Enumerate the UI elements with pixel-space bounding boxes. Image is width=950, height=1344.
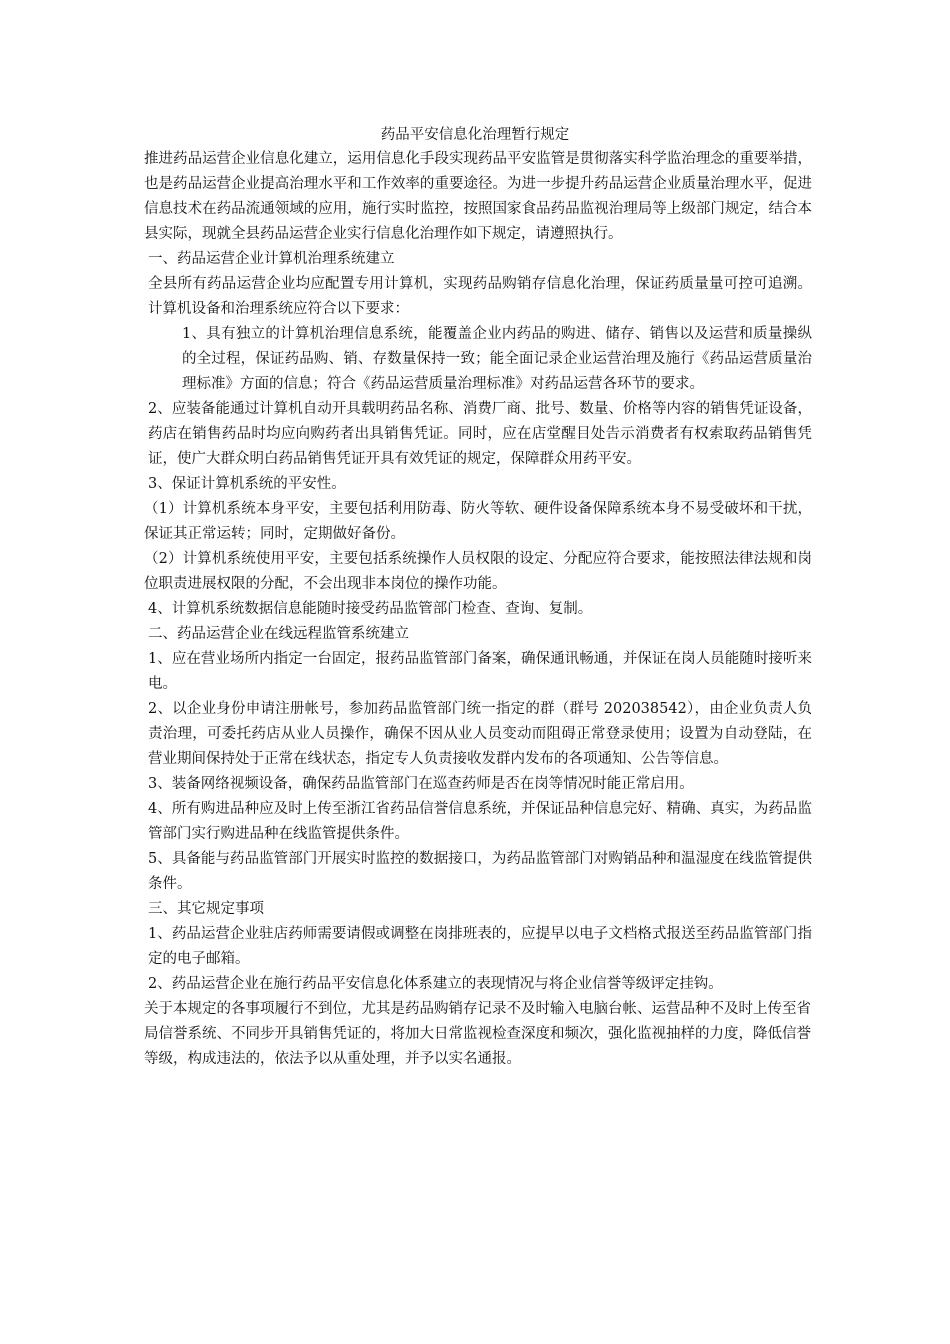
document-title: 药品平安信息化治理暂行规定 — [380, 127, 570, 143]
section-heading-2: 二、药品运营企业在线远程监管系统建立 — [148, 626, 409, 642]
item-1-1: 1、具有独立的计算机治理信息系统，能覆盖企业内药品的购进、储存、销售以及运营和质量操纵的全过程，保证药品购、销、存数量保持一致；能全面记录企业运营治理及施行《药品运营质量治理标准》方面的信息；符合《药品运营质量治理标准》对药品运营各环节的要求。 — [182, 326, 812, 392]
item-2-2: 2、以企业身份申请注册帐号，参加药品监管部门统一指定的群（群号 202038542），由企业负责人负责治理，可委托药店从业人员操作，确保不因从业人员变动而阻碍正常登录使用；设置为自动登陆，在营业期间保持处于正常在线状态，指定专人负责接收发群内发布的各项通知、公告等信息。 — [148, 701, 812, 767]
item-3-1: 1、药品运营企业驻店药师需要请假或调整在岗排班表的，应提早以电子文档格式报送至药品监管部门指定的电子邮箱。 — [148, 926, 812, 967]
document-body — [144, 147, 812, 1072]
item-1-2: 2、应装备能通过计算机自动开具载明药品名称、消费厂商、批号、数量、价格等内容的销售凭证设备，药店在销售药品时均应向购药者出具销售凭证。同时，应在店堂醒目处告示消费者有权索取药品销售凭证，使广大群众明白药品销售凭证开具有效凭证的规定，保障群众用药平安。 — [148, 401, 812, 467]
paragraph-computer-requirements: 全县所有药品运营企业均应配置专用计算机，实现药品购销存信息化治理，保证药质量量可控可追溯。计算机设备和治理系统应符合以下要求： — [148, 276, 812, 317]
item-3-2: 2、药品运营企业在施行药品平安信息化体系建立的表现情况与将企业信誉等级评定挂钩。 — [148, 976, 723, 992]
intro-paragraph: 推进药品运营企业信息化建立，运用信息化手段实现药品平安监管是贯彻落实科学监治理念的重要举措，也是药品运营企业提高治理水平和工作效率的重要途径。为进一步提升药品运营企业质量治理水平，促进信息技术在药品流通领域的应用，施行实时监控，按照国家食品药品监视治理局等上级部门规定，结合本县实际，现就全县药品运营企业实行信息化治理作如下规定，请遵照执行。 — [144, 151, 812, 242]
item-1-4: 4、计算机系统数据信息能随时接受药品监管部门检查、查询、复制。 — [148, 601, 593, 617]
item-1-3: 3、保证计算机系统的平安性。 — [148, 476, 346, 492]
closing-paragraph: 关于本规定的各事项履行不到位，尤其是药品购销存记录不及时输入电脑台帐、运营品种不及时上传至省局信誉系统、不同步开具销售凭证的，将加大日常监视检查深度和频次，强化监视抽样的力度，降低信誉等级，构成违法的，依法予以从重处理，并予以实名通报。 — [144, 1001, 811, 1067]
section-heading-3: 三、其它规定事项 — [148, 901, 264, 917]
item-2-4: 4、所有购进品种应及时上传至浙江省药品信誉信息系统，并保证品种信息完好、精确、真实，为药品监管部门实行购进品种在线监管提供条件。 — [148, 801, 812, 842]
item-2-5: 5、具备能与药品监管部门开展实时监控的数据接口，为药品监管部门对购销品种和温湿度在线监管提供条件。 — [148, 851, 812, 892]
section-heading-1: 一、药品运营企业计算机治理系统建立 — [148, 251, 395, 267]
item-1-3-2: （2）计算机系统使用平安，主要包括系统操作人员权限的设定、分配应符合要求，能按照法律法规和岗位职责进展权限的分配，不会出现非本岗位的操作功能。 — [144, 551, 812, 592]
item-2-3: 3、装备网络视频设备，确保药品监管部门在巡查药师是否在岗等情况时能正常启用。 — [148, 776, 694, 792]
item-2-1: 1、应在营业场所内指定一台固定，报药品监管部门备案，确保通讯畅通，并保证在岗人员能随时接听来电。 — [148, 651, 812, 692]
item-1-3-1: （1）计算机系统本身平安，主要包括利用防毒、防火等软、硬件设备保障系统本身不易受破坏和干扰，保证其正常运转；同时，定期做好备份。 — [144, 501, 812, 542]
